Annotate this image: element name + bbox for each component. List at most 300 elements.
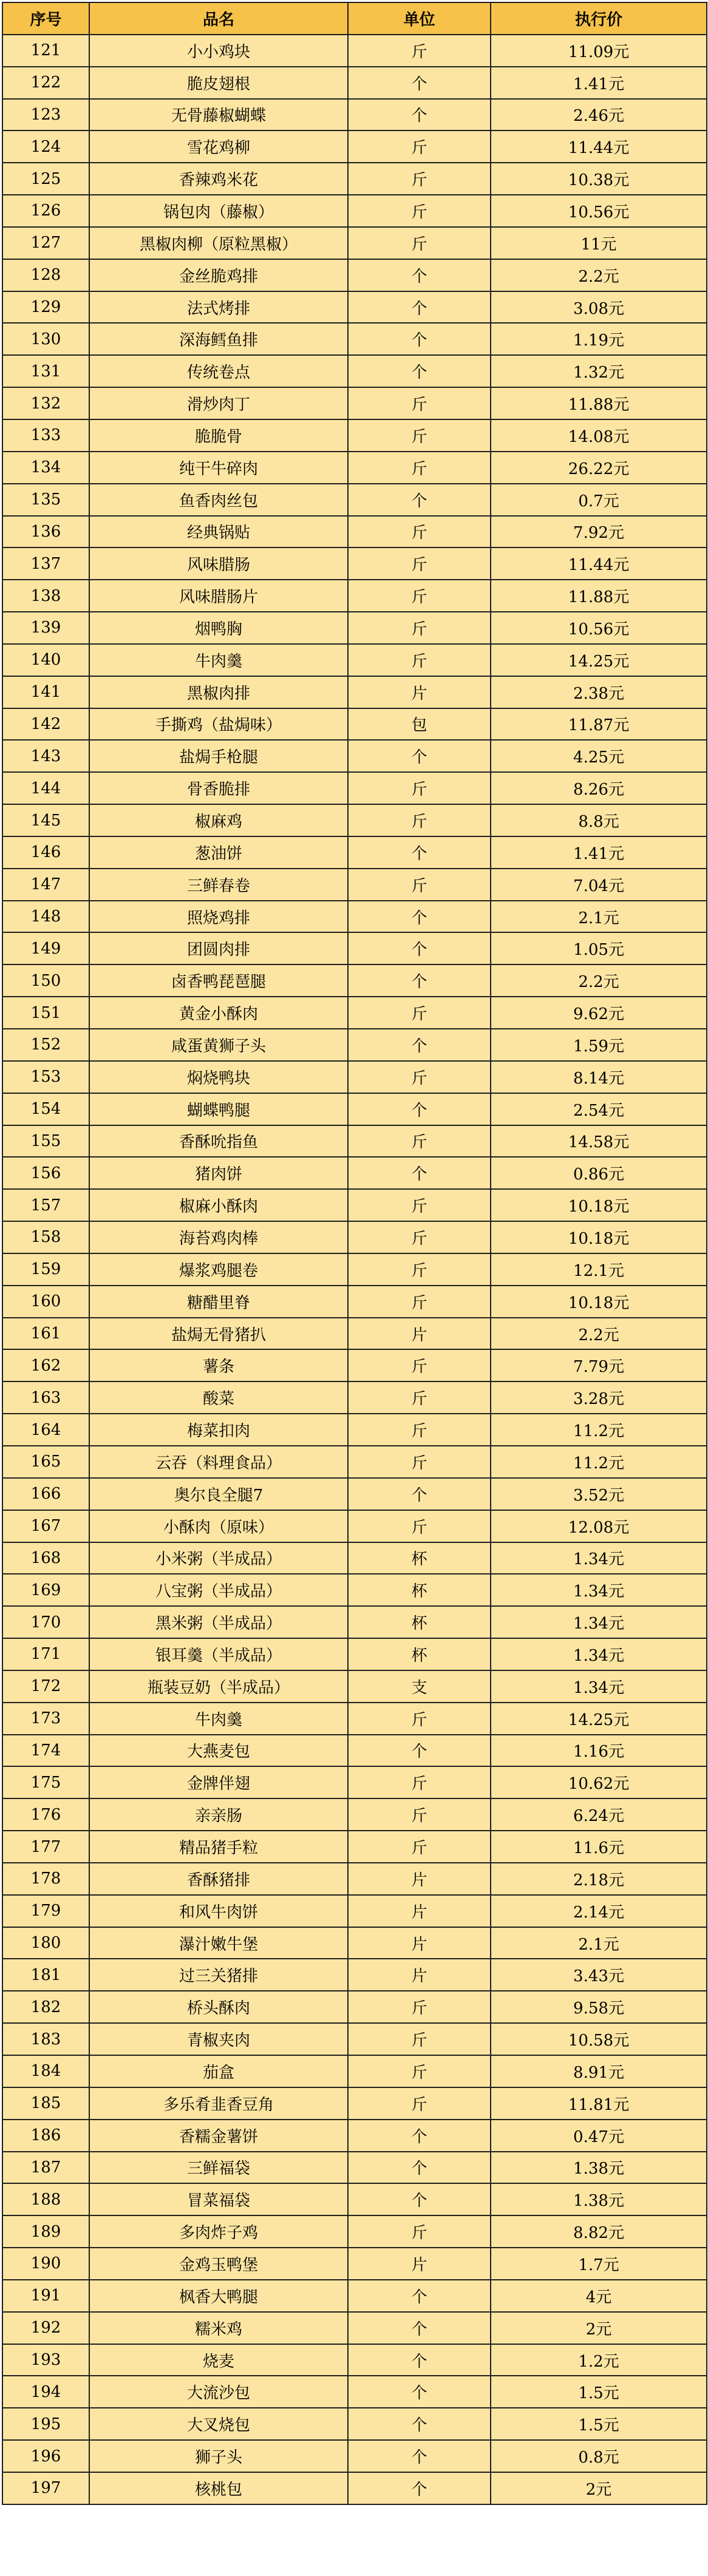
cell-index: 150 [2, 964, 89, 997]
cell-index: 176 [2, 1798, 89, 1831]
cell-unit: 斤 [348, 1125, 491, 1158]
cell-unit: 斤 [348, 1189, 491, 1221]
cell-price: 1.5元 [491, 2408, 707, 2440]
table-row [2, 1061, 707, 1093]
cell-unit: 斤 [348, 1703, 491, 1735]
cell-price: 1.2元 [491, 2344, 707, 2376]
cell-price: 7.79元 [491, 1349, 707, 1381]
table-row [2, 1927, 707, 1959]
cell-price: 6.24元 [491, 1798, 707, 1831]
cell-product-name: 咸蛋黄狮子头 [89, 1029, 348, 1061]
table-row [2, 1798, 707, 1831]
cell-price: 8.8元 [491, 804, 707, 836]
cell-index: 173 [2, 1703, 89, 1735]
table-row [2, 2440, 707, 2472]
cell-unit: 斤 [348, 804, 491, 836]
table-row [2, 1478, 707, 1510]
cell-unit: 斤 [348, 644, 491, 676]
cell-index: 144 [2, 772, 89, 804]
table-row [2, 1831, 707, 1863]
table-row [2, 452, 707, 484]
table-row [2, 676, 707, 708]
cell-product-name: 黑椒肉柳（原粒黑椒） [89, 227, 348, 259]
cell-price: 12.1元 [491, 1253, 707, 1286]
table-body [2, 35, 707, 2504]
cell-unit: 个 [348, 2408, 491, 2440]
cell-index: 139 [2, 612, 89, 644]
cell-product-name: 狮子头 [89, 2440, 348, 2472]
table-row [2, 2152, 707, 2184]
cell-unit: 斤 [348, 869, 491, 901]
cell-product-name: 金鸡玉鸭堡 [89, 2248, 348, 2280]
header-row [2, 2, 707, 35]
cell-price: 1.38元 [491, 2152, 707, 2184]
cell-unit: 斤 [348, 2023, 491, 2055]
cell-product-name: 脆脆骨 [89, 419, 348, 452]
cell-unit: 斤 [348, 452, 491, 484]
cell-unit: 斤 [348, 387, 491, 419]
cell-price: 10.18元 [491, 1286, 707, 1318]
cell-product-name: 风味腊肠片 [89, 580, 348, 612]
table-row [2, 772, 707, 804]
cell-price: 2.14元 [491, 1895, 707, 1927]
cell-product-name: 青椒夹肉 [89, 2023, 348, 2055]
cell-product-name: 烧麦 [89, 2344, 348, 2376]
table-row [2, 2215, 707, 2248]
table-row [2, 1574, 707, 1606]
cell-index: 133 [2, 419, 89, 452]
table-row [2, 2408, 707, 2440]
cell-index: 146 [2, 836, 89, 869]
cell-price: 4.25元 [491, 740, 707, 772]
cell-index: 178 [2, 1863, 89, 1895]
cell-product-name: 椒麻鸡 [89, 804, 348, 836]
cell-unit: 斤 [348, 1349, 491, 1381]
cell-unit: 个 [348, 836, 491, 869]
table-row [2, 1510, 707, 1542]
cell-product-name: 牛肉羹 [89, 1703, 348, 1735]
cell-unit: 斤 [348, 2087, 491, 2120]
cell-index: 165 [2, 1446, 89, 1478]
cell-unit: 个 [348, 2376, 491, 2408]
cell-index: 171 [2, 1638, 89, 1670]
cell-index: 160 [2, 1286, 89, 1318]
cell-index: 132 [2, 387, 89, 419]
cell-index: 194 [2, 2376, 89, 2408]
cell-index: 175 [2, 1766, 89, 1798]
cell-price: 11.87元 [491, 708, 707, 741]
cell-product-name: 香酥吮指鱼 [89, 1125, 348, 1158]
cell-product-name: 亲亲肠 [89, 1798, 348, 1831]
cell-unit: 个 [348, 2440, 491, 2472]
cell-product-name: 骨香脆排 [89, 772, 348, 804]
table-row [2, 1895, 707, 1927]
table-row [2, 612, 707, 644]
cell-price: 3.08元 [491, 291, 707, 324]
cell-unit: 斤 [348, 1991, 491, 2023]
table-row [2, 2312, 707, 2344]
cell-product-name: 三鲜春卷 [89, 869, 348, 901]
cell-unit: 个 [348, 323, 491, 355]
cell-unit: 斤 [348, 772, 491, 804]
cell-unit: 斤 [348, 1414, 491, 1446]
cell-product-name: 薯条 [89, 1349, 348, 1381]
cell-unit: 个 [348, 932, 491, 964]
cell-unit: 斤 [348, 2215, 491, 2248]
cell-price: 3.43元 [491, 1959, 707, 1991]
cell-price: 2.18元 [491, 1863, 707, 1895]
table-row [2, 2344, 707, 2376]
cell-index: 149 [2, 932, 89, 964]
cell-price: 10.58元 [491, 2023, 707, 2055]
cell-price: 10.56元 [491, 195, 707, 227]
cell-price: 0.47元 [491, 2120, 707, 2152]
table-row [2, 740, 707, 772]
cell-price: 1.19元 [491, 323, 707, 355]
cell-index: 181 [2, 1959, 89, 1991]
cell-unit: 杯 [348, 1574, 491, 1606]
cell-product-name: 大燕麦包 [89, 1735, 348, 1767]
table-row [2, 387, 707, 419]
cell-price: 11.88元 [491, 580, 707, 612]
cell-unit: 杯 [348, 1542, 491, 1574]
cell-unit: 斤 [348, 1510, 491, 1542]
cell-price: 1.7元 [491, 2248, 707, 2280]
table-row [2, 1606, 707, 1638]
cell-unit: 个 [348, 1478, 491, 1510]
cell-product-name: 黑米粥（半成品） [89, 1606, 348, 1638]
cell-unit: 杯 [348, 1638, 491, 1670]
cell-product-name: 黑椒肉排 [89, 676, 348, 708]
cell-unit: 斤 [348, 612, 491, 644]
cell-product-name: 卤香鸭琵琶腿 [89, 964, 348, 997]
header-index: 序号 [2, 2, 89, 35]
cell-product-name: 蝴蝶鸭腿 [89, 1093, 348, 1125]
cell-index: 126 [2, 195, 89, 227]
cell-index: 168 [2, 1542, 89, 1574]
cell-index: 159 [2, 1253, 89, 1286]
cell-index: 174 [2, 1735, 89, 1767]
cell-price: 2.2元 [491, 1318, 707, 1350]
cell-price: 14.08元 [491, 419, 707, 452]
cell-index: 186 [2, 2120, 89, 2152]
cell-index: 191 [2, 2280, 89, 2312]
cell-index: 187 [2, 2152, 89, 2184]
cell-price: 11.09元 [491, 35, 707, 67]
cell-product-name: 金牌伴翅 [89, 1766, 348, 1798]
table-row [2, 1638, 707, 1670]
cell-unit: 个 [348, 2344, 491, 2376]
table-row [2, 1157, 707, 1189]
cell-product-name: 和风牛肉饼 [89, 1895, 348, 1927]
table-row [2, 1093, 707, 1125]
cell-product-name: 梅菜扣肉 [89, 1414, 348, 1446]
cell-index: 164 [2, 1414, 89, 1446]
cell-index: 136 [2, 516, 89, 548]
cell-unit: 斤 [348, 1381, 491, 1414]
table-row [2, 644, 707, 676]
cell-price: 11.2元 [491, 1446, 707, 1478]
cell-index: 185 [2, 2087, 89, 2120]
cell-unit: 个 [348, 2472, 491, 2504]
cell-index: 122 [2, 67, 89, 99]
cell-index: 193 [2, 2344, 89, 2376]
cell-price: 1.34元 [491, 1574, 707, 1606]
table-row [2, 1542, 707, 1574]
table-row [2, 997, 707, 1029]
cell-product-name: 手撕鸡（盐焗味） [89, 708, 348, 741]
cell-index: 177 [2, 1831, 89, 1863]
cell-unit: 个 [348, 1093, 491, 1125]
cell-product-name: 糖醋里脊 [89, 1286, 348, 1318]
cell-product-name: 香糯金薯饼 [89, 2120, 348, 2152]
cell-index: 130 [2, 323, 89, 355]
table-row [2, 2248, 707, 2280]
cell-index: 142 [2, 708, 89, 741]
cell-unit: 斤 [348, 130, 491, 163]
cell-unit: 斤 [348, 1798, 491, 1831]
cell-index: 158 [2, 1221, 89, 1253]
table-row [2, 1286, 707, 1318]
table-row [2, 419, 707, 452]
cell-product-name: 瀑汁嫩牛堡 [89, 1927, 348, 1959]
table-row [2, 291, 707, 324]
cell-product-name: 滑炒肉丁 [89, 387, 348, 419]
cell-price: 10.18元 [491, 1189, 707, 1221]
cell-unit: 斤 [348, 1446, 491, 1478]
cell-product-name: 桥头酥肉 [89, 1991, 348, 2023]
cell-price: 10.38元 [491, 163, 707, 195]
cell-product-name: 香辣鸡米花 [89, 163, 348, 195]
cell-index: 127 [2, 227, 89, 259]
cell-product-name: 小酥肉（原味） [89, 1510, 348, 1542]
cell-price: 11.2元 [491, 1414, 707, 1446]
cell-price: 11.88元 [491, 387, 707, 419]
cell-index: 184 [2, 2055, 89, 2087]
table-row [2, 869, 707, 901]
cell-price: 1.05元 [491, 932, 707, 964]
cell-unit: 个 [348, 484, 491, 516]
cell-index: 169 [2, 1574, 89, 1606]
table-row [2, 2120, 707, 2152]
cell-price: 2元 [491, 2312, 707, 2344]
cell-product-name: 盐焗无骨猪扒 [89, 1318, 348, 1350]
cell-product-name: 焖烧鸭块 [89, 1061, 348, 1093]
cell-index: 196 [2, 2440, 89, 2472]
cell-price: 1.59元 [491, 1029, 707, 1061]
cell-price: 11.81元 [491, 2087, 707, 2120]
cell-unit: 杯 [348, 1606, 491, 1638]
table-row [2, 964, 707, 997]
cell-index: 189 [2, 2215, 89, 2248]
table-row [2, 2472, 707, 2504]
cell-unit: 个 [348, 259, 491, 291]
table-row [2, 1125, 707, 1158]
cell-unit: 个 [348, 2280, 491, 2312]
cell-price: 1.41元 [491, 67, 707, 99]
table-row [2, 1991, 707, 2023]
cell-index: 155 [2, 1125, 89, 1158]
cell-price: 1.16元 [491, 1735, 707, 1767]
cell-product-name: 雪花鸡柳 [89, 130, 348, 163]
table-row [2, 1863, 707, 1895]
cell-index: 124 [2, 130, 89, 163]
cell-index: 195 [2, 2408, 89, 2440]
cell-product-name: 大流沙包 [89, 2376, 348, 2408]
cell-price: 8.82元 [491, 2215, 707, 2248]
cell-price: 1.41元 [491, 836, 707, 869]
cell-price: 11.44元 [491, 547, 707, 580]
table-row [2, 195, 707, 227]
cell-product-name: 盐焗手枪腿 [89, 740, 348, 772]
cell-product-name: 牛肉羹 [89, 644, 348, 676]
cell-index: 147 [2, 869, 89, 901]
cell-product-name: 香酥猪排 [89, 1863, 348, 1895]
table-row [2, 1253, 707, 1286]
cell-unit: 斤 [348, 2055, 491, 2087]
cell-index: 125 [2, 163, 89, 195]
cell-product-name: 传统卷点 [89, 355, 348, 387]
table-row [2, 323, 707, 355]
cell-product-name: 葱油饼 [89, 836, 348, 869]
cell-index: 137 [2, 547, 89, 580]
cell-index: 148 [2, 901, 89, 933]
cell-price: 2元 [491, 2472, 707, 2504]
cell-product-name: 银耳羹（半成品） [89, 1638, 348, 1670]
cell-unit: 个 [348, 291, 491, 324]
cell-price: 2.54元 [491, 1093, 707, 1125]
cell-price: 10.56元 [491, 612, 707, 644]
cell-price: 8.26元 [491, 772, 707, 804]
cell-product-name: 精品猪手粒 [89, 1831, 348, 1863]
table-row [2, 2087, 707, 2120]
cell-index: 170 [2, 1606, 89, 1638]
cell-price: 2.1元 [491, 1927, 707, 1959]
table-row [2, 1189, 707, 1221]
cell-price: 11元 [491, 227, 707, 259]
cell-product-name: 三鲜福袋 [89, 2152, 348, 2184]
cell-unit: 斤 [348, 195, 491, 227]
cell-index: 123 [2, 99, 89, 131]
table-row [2, 2183, 707, 2215]
cell-unit: 片 [348, 1895, 491, 1927]
cell-index: 156 [2, 1157, 89, 1189]
cell-index: 138 [2, 580, 89, 612]
cell-unit: 个 [348, 1029, 491, 1061]
cell-product-name: 糯米鸡 [89, 2312, 348, 2344]
cell-index: 161 [2, 1318, 89, 1350]
cell-unit: 斤 [348, 227, 491, 259]
cell-price: 2.1元 [491, 901, 707, 933]
cell-unit: 个 [348, 99, 491, 131]
cell-product-name: 经典锅贴 [89, 516, 348, 548]
cell-product-name: 核桃包 [89, 2472, 348, 2504]
cell-unit: 个 [348, 67, 491, 99]
cell-price: 10.62元 [491, 1766, 707, 1798]
cell-product-name: 爆浆鸡腿卷 [89, 1253, 348, 1286]
cell-index: 131 [2, 355, 89, 387]
cell-unit: 片 [348, 1927, 491, 1959]
table-row [2, 708, 707, 741]
cell-unit: 片 [348, 676, 491, 708]
cell-product-name: 茄盒 [89, 2055, 348, 2087]
cell-unit: 个 [348, 901, 491, 933]
cell-unit: 片 [348, 1959, 491, 1991]
cell-product-name: 酸菜 [89, 1381, 348, 1414]
cell-product-name: 瓶装豆奶（半成品） [89, 1670, 348, 1703]
cell-product-name: 小米粥（半成品） [89, 1542, 348, 1574]
cell-price: 2.46元 [491, 99, 707, 131]
cell-price: 1.34元 [491, 1670, 707, 1703]
cell-unit: 斤 [348, 1286, 491, 1318]
cell-index: 166 [2, 1478, 89, 1510]
cell-index: 162 [2, 1349, 89, 1381]
cell-product-name: 金丝脆鸡排 [89, 259, 348, 291]
cell-product-name: 烟鸭胸 [89, 612, 348, 644]
cell-product-name: 椒麻小酥肉 [89, 1189, 348, 1221]
cell-price: 1.32元 [491, 355, 707, 387]
price-table [2, 2, 707, 2505]
cell-unit: 个 [348, 1157, 491, 1189]
cell-price: 1.34元 [491, 1606, 707, 1638]
cell-index: 141 [2, 676, 89, 708]
cell-index: 197 [2, 2472, 89, 2504]
cell-price: 0.8元 [491, 2440, 707, 2472]
table-row [2, 259, 707, 291]
cell-price: 14.25元 [491, 644, 707, 676]
cell-price: 26.22元 [491, 452, 707, 484]
cell-price: 12.08元 [491, 1510, 707, 1542]
cell-product-name: 深海鳕鱼排 [89, 323, 348, 355]
cell-unit: 斤 [348, 1766, 491, 1798]
cell-unit: 包 [348, 708, 491, 741]
cell-product-name: 脆皮翅根 [89, 67, 348, 99]
cell-product-name: 多肉炸子鸡 [89, 2215, 348, 2248]
cell-price: 11.6元 [491, 1831, 707, 1863]
cell-price: 3.52元 [491, 1478, 707, 1510]
cell-price: 11.44元 [491, 130, 707, 163]
table-row [2, 2376, 707, 2408]
cell-index: 152 [2, 1029, 89, 1061]
cell-price: 8.91元 [491, 2055, 707, 2087]
cell-index: 145 [2, 804, 89, 836]
table-row [2, 2023, 707, 2055]
cell-product-name: 八宝粥（半成品） [89, 1574, 348, 1606]
cell-product-name: 枫香大鸭腿 [89, 2280, 348, 2312]
cell-unit: 个 [348, 964, 491, 997]
cell-unit: 个 [348, 355, 491, 387]
cell-price: 7.92元 [491, 516, 707, 548]
cell-price: 0.7元 [491, 484, 707, 516]
cell-index: 190 [2, 2248, 89, 2280]
cell-index: 151 [2, 997, 89, 1029]
table-row [2, 547, 707, 580]
table-row [2, 2055, 707, 2087]
cell-product-name: 鱼香肉丝包 [89, 484, 348, 516]
cell-product-name: 照烧鸡排 [89, 901, 348, 933]
cell-index: 182 [2, 1991, 89, 2023]
cell-unit: 斤 [348, 1061, 491, 1093]
table-row [2, 1446, 707, 1478]
table-row [2, 932, 707, 964]
cell-index: 128 [2, 259, 89, 291]
cell-index: 140 [2, 644, 89, 676]
cell-index: 188 [2, 2183, 89, 2215]
cell-index: 167 [2, 1510, 89, 1542]
cell-price: 14.58元 [491, 1125, 707, 1158]
cell-price: 1.38元 [491, 2183, 707, 2215]
table-row [2, 99, 707, 131]
